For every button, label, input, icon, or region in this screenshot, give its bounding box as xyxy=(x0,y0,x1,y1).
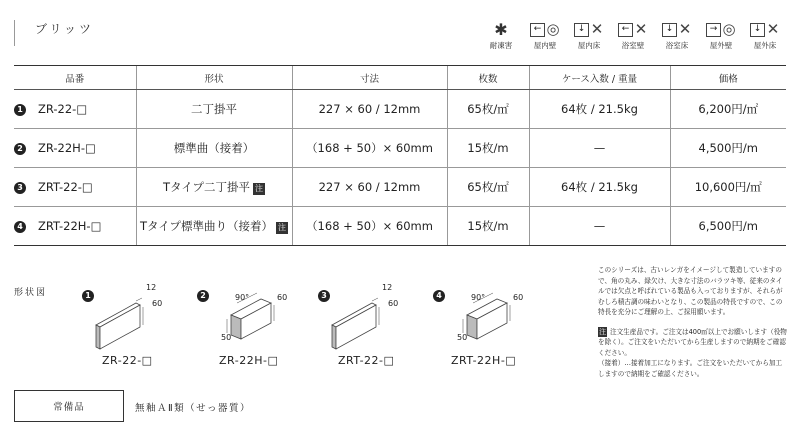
exterior-wall-icon xyxy=(702,22,740,51)
icon-label: 浴室床 xyxy=(665,41,689,50)
price-cell: 6,500円/m xyxy=(670,207,786,246)
price-cell: 6,200円/㎡ xyxy=(670,90,786,129)
shape-cell xyxy=(136,207,292,246)
diagram-number-badge: 3 xyxy=(318,290,330,302)
table-row xyxy=(14,168,786,207)
case-cell: — xyxy=(529,207,670,246)
dim-return: 50 xyxy=(457,333,468,342)
shape-diagram-1 xyxy=(82,281,202,376)
icon-label: 屋外壁 xyxy=(709,41,733,50)
dim-angle: 90° xyxy=(471,293,486,302)
qty-cell: 65枚/㎡ xyxy=(447,168,529,207)
shape-text: 二丁掛平 xyxy=(191,102,237,116)
icon-label: 屋外床 xyxy=(753,41,777,50)
frost-resistant-icon xyxy=(482,19,520,51)
diagram-number-badge: 4 xyxy=(433,290,445,302)
icon-glyph: ✕ xyxy=(590,20,604,38)
diagram-name: ZRT-22H-□ xyxy=(451,354,517,367)
icon-glyphs xyxy=(706,22,736,37)
shape-cell xyxy=(136,129,292,168)
dim-height: 60 xyxy=(513,293,524,302)
order-note-badge: 注 xyxy=(254,184,263,193)
code-cell xyxy=(14,168,136,207)
size-cell: （168 + 50）× 60mm xyxy=(292,207,447,246)
stock-label-box: 常備品 xyxy=(14,390,124,422)
diagram-name: ZR-22H-□ xyxy=(219,354,279,367)
dim-depth: 12 xyxy=(146,283,157,292)
table-row xyxy=(14,90,786,129)
col-header-shape: 形状 xyxy=(136,66,292,90)
code-cell xyxy=(14,207,136,246)
row-number-badge: 2 xyxy=(14,143,26,155)
row-number-badge: 3 xyxy=(14,182,26,194)
icon-glyph: ◎ xyxy=(546,20,560,38)
icon-glyph: ✱ xyxy=(494,19,508,39)
col-header-size: 寸法 xyxy=(292,66,447,90)
notes-line-1: 注文生産品です。ご注文は400㎡以上でお願いします（役物を除く）。ご注文をいただいてから生産しますので納期をご確認ください。 xyxy=(598,327,787,357)
row-number-badge: 1 xyxy=(14,104,26,116)
page-title: ブリッツ xyxy=(35,22,95,36)
icon-glyphs xyxy=(618,22,648,37)
icon-glyphs xyxy=(530,22,560,37)
shape-text: Tタイプ二丁掛平 xyxy=(163,180,250,194)
icon-label: 屋内壁 xyxy=(533,41,557,50)
shape-cell xyxy=(136,168,292,207)
row-number-badge: 4 xyxy=(14,221,26,233)
qty-cell: 15枚/m xyxy=(447,129,529,168)
product-code: ZRT-22-□ xyxy=(38,180,93,194)
case-cell: 64枚 / 21.5kg xyxy=(529,168,670,207)
size-cell: 227 × 60 / 12mm xyxy=(292,168,447,207)
shape-diagram-2 xyxy=(197,281,317,376)
notes-line-2: （接着）…接着加工になります。ご注文をいただいてから加工しますので納期をご確認ください。 xyxy=(598,359,783,378)
price-cell: 4,500円/m xyxy=(670,129,786,168)
table-header-row xyxy=(14,66,786,90)
product-code: ZRT-22H-□ xyxy=(38,219,102,233)
icon-glyph: → xyxy=(706,23,721,37)
notes-paragraph: このシリーズは、古いレンガをイメージして製造していますので、角の丸み、緑欠け、大きな寸法のバラツキ等、従来のタイルでは欠点と呼ばれている製品も入っておりますが、それらがむしろ積古調の味わいとなり、この製品の特長ですので、この特長を充分にご理解の上、ご採用願います。 xyxy=(598,266,783,316)
title-bar xyxy=(14,20,94,46)
icon-glyph: ← xyxy=(618,23,633,37)
size-cell: 227 × 60 / 12mm xyxy=(292,90,447,129)
diagram-name: ZR-22-□ xyxy=(102,354,153,367)
dim-return: 50 xyxy=(221,333,232,342)
product-code: ZR-22-□ xyxy=(38,102,88,116)
stock-description: 無釉ＡⅡ類（せっ器質） xyxy=(135,403,251,414)
dim-height: 60 xyxy=(388,299,399,308)
shape-diagram-3 xyxy=(318,281,438,376)
icon-label: 浴室壁 xyxy=(621,41,645,50)
usage-icons xyxy=(482,19,784,51)
diagram-name: ZRT-22-□ xyxy=(338,354,395,367)
icon-glyph: ← xyxy=(530,23,545,37)
col-header-case: ケース入数 / 重量 xyxy=(529,66,670,90)
dim-height: 60 xyxy=(277,293,288,302)
code-cell xyxy=(14,129,136,168)
dim-height: 60 xyxy=(152,299,163,308)
dim-angle: 90° xyxy=(235,293,250,302)
size-cell: （168 + 50）× 60mm xyxy=(292,129,447,168)
notes-block xyxy=(598,265,788,379)
diagram-number-badge: 1 xyxy=(82,290,94,302)
shape-cell xyxy=(136,90,292,129)
shape-diagram-4 xyxy=(433,281,553,376)
col-header-code: 品番 xyxy=(14,66,136,90)
icon-glyph: ✕ xyxy=(634,20,648,38)
col-header-qty: 枚数 xyxy=(447,66,529,90)
icon-glyph: ✕ xyxy=(678,20,692,38)
product-code: ZR-22H-□ xyxy=(38,141,96,155)
interior-floor-icon xyxy=(570,22,608,51)
col-header-price: 価格 xyxy=(670,66,786,90)
icon-glyph: ✕ xyxy=(766,20,780,38)
qty-cell: 65枚/㎡ xyxy=(447,90,529,129)
spec-table xyxy=(14,65,786,246)
icon-label: 耐凍害 xyxy=(489,41,513,50)
shape-text: 標準曲（接着） xyxy=(173,141,255,155)
dim-depth: 12 xyxy=(382,283,393,292)
icon-glyphs xyxy=(574,22,604,37)
icon-glyphs xyxy=(493,19,509,39)
case-cell: — xyxy=(529,129,670,168)
bath-wall-icon xyxy=(614,22,652,51)
bath-floor-icon xyxy=(658,22,696,51)
icon-glyph: ↓ xyxy=(662,23,677,37)
diagram-number-badge: 2 xyxy=(197,290,209,302)
icon-label: 屋内床 xyxy=(577,41,601,50)
qty-cell: 15枚/m xyxy=(447,207,529,246)
table-row xyxy=(14,129,786,168)
exterior-floor-icon xyxy=(746,22,784,51)
icon-glyphs xyxy=(662,22,692,37)
shape-text: Tタイプ標準曲り（接着） xyxy=(140,219,273,233)
diagram-section-label: 形状図 xyxy=(14,288,48,298)
code-cell xyxy=(14,90,136,129)
order-note-badge: 注 xyxy=(599,327,606,336)
icon-glyph: ↓ xyxy=(574,23,589,37)
icon-glyphs xyxy=(750,22,780,37)
table-row xyxy=(14,207,786,246)
interior-wall-icon xyxy=(526,22,564,51)
icon-glyph: ◎ xyxy=(722,20,736,38)
notes-order-block xyxy=(598,327,788,380)
price-cell: 10,600円/㎡ xyxy=(670,168,786,207)
icon-glyph: ↓ xyxy=(750,23,765,37)
order-note-badge: 注 xyxy=(277,223,286,232)
case-cell: 64枚 / 21.5kg xyxy=(529,90,670,129)
